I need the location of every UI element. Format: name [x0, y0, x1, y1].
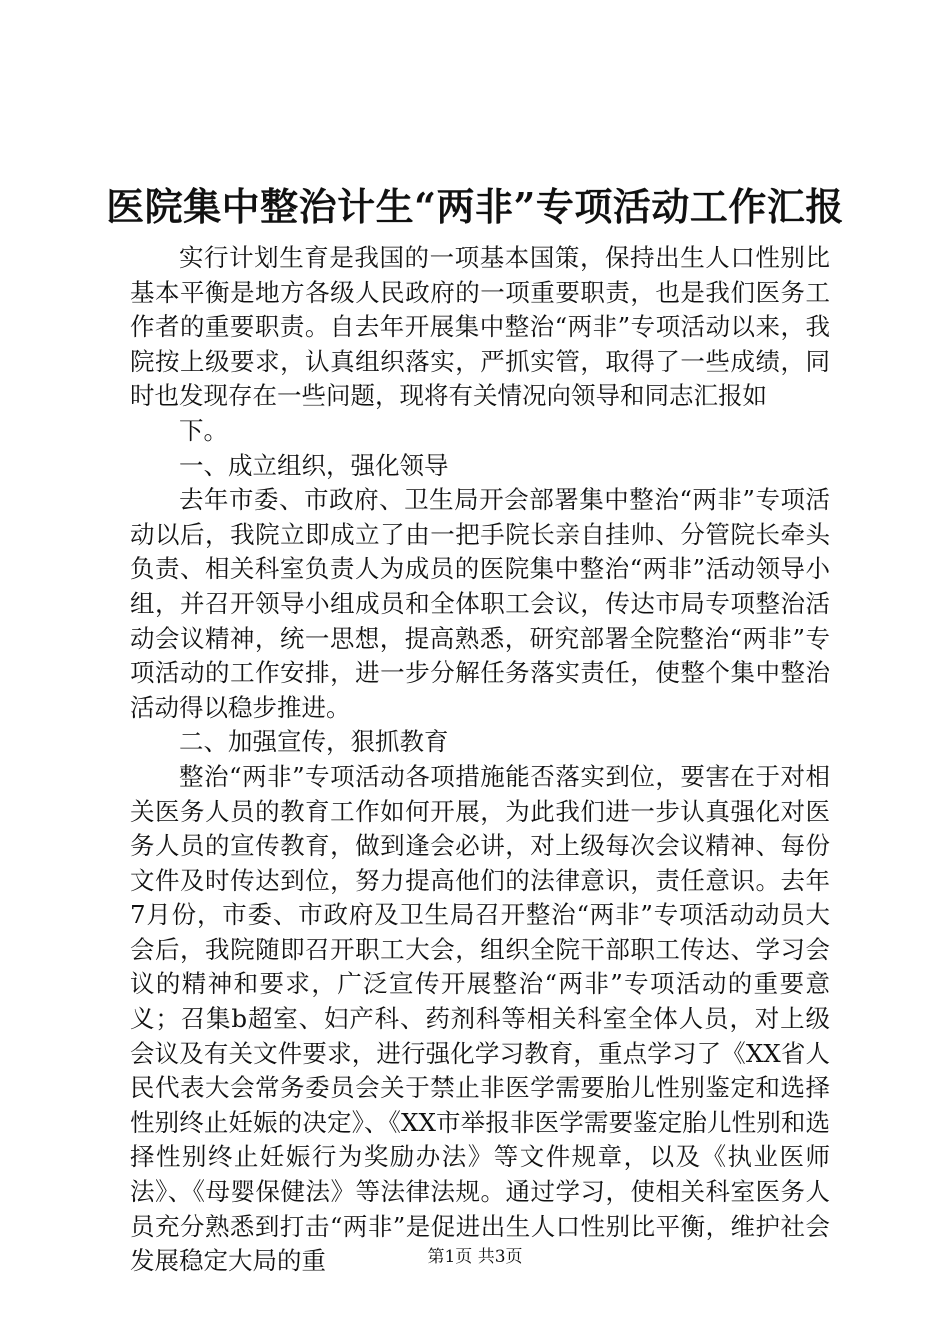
paragraph-intro: 实行计划生育是我国的一项基本国策，保持出生人口性别比基本平衡是地方各级人民政府的一项重要职责，也是我们医务工作者的重要职责。自去年开展集中整治“两非”专项活动以来，我院按上级要求，认真组织落实，严抓实管，取得了一些成绩，同时也发现存在一些问题，现将有关情况向领导和同志汇报如 [130, 243, 830, 411]
document-body [130, 241, 830, 1279]
paragraph-section-1: 去年市委、市政府、卫生局开会部署集中整治“两非”专项活动以后，我院立即成立了由一把手院长亲自挂帅、分管院长牵头负责、相关科室负责人为成员的医院集中整治“两非”活动领导小组，并召开领导小组成员和全体职工会议，传达市局专项整治活动会议精神，统一思想，提高熟悉，研究部署全院整治“两非”专项活动的工作安排，进一步分解任务落实责任，使整个集中整治活动得以稳步推进。 [130, 485, 830, 722]
paragraph-section-2: 整治“两非”专项活动各项措施能否落实到位，要害在于对相关医务人员的教育工作如何开展，为此我们进一步认真强化对医务人员的宣传教育，做到逢会必讲，对上级每次会议精神、每份文件及时传达到位，努力提高他们的法律意识，责任意识。去年7月份，市委、市政府及卫生局召开整治“两非”专项活动动员大会后，我院随即召开职工大会，组织全院干部职工传达、学习会议的精神和要求，广泛宣传开展整治“两非”专项活动的重要意义；召集b超室、妇产科、药剂科等相关科室全体人员，对上级会议及有关文件要求，进行强化学习教育，重点学习了《XX省人民代表大会常务委员会关于禁止非医学需要胎儿性别鉴定和选择性别终止妊娠的决定》、《XX市举报非医学需要鉴定胎儿性别和选择性别终止妊娠行为奖励办法》等文件规章，以及《执业医师法》、《母婴保健法》等法律法规。通过学习，使相关科室医务人员充分熟悉到打击“两非”是促进出生人口性别比平衡，维护社会发展稳定大局的重 [130, 761, 830, 1276]
section-heading-2: 二、加强宣传，狠抓教育 [179, 727, 449, 757]
section-heading-1: 一、成立组织，强化领导 [179, 450, 449, 480]
paragraph-intro-end: 下。 [179, 415, 228, 445]
page-number-footer: 第1页 共3页 [427, 1247, 523, 1267]
document-title: 医院集中整治计生“两非”专项活动工作汇报 [106, 184, 844, 229]
